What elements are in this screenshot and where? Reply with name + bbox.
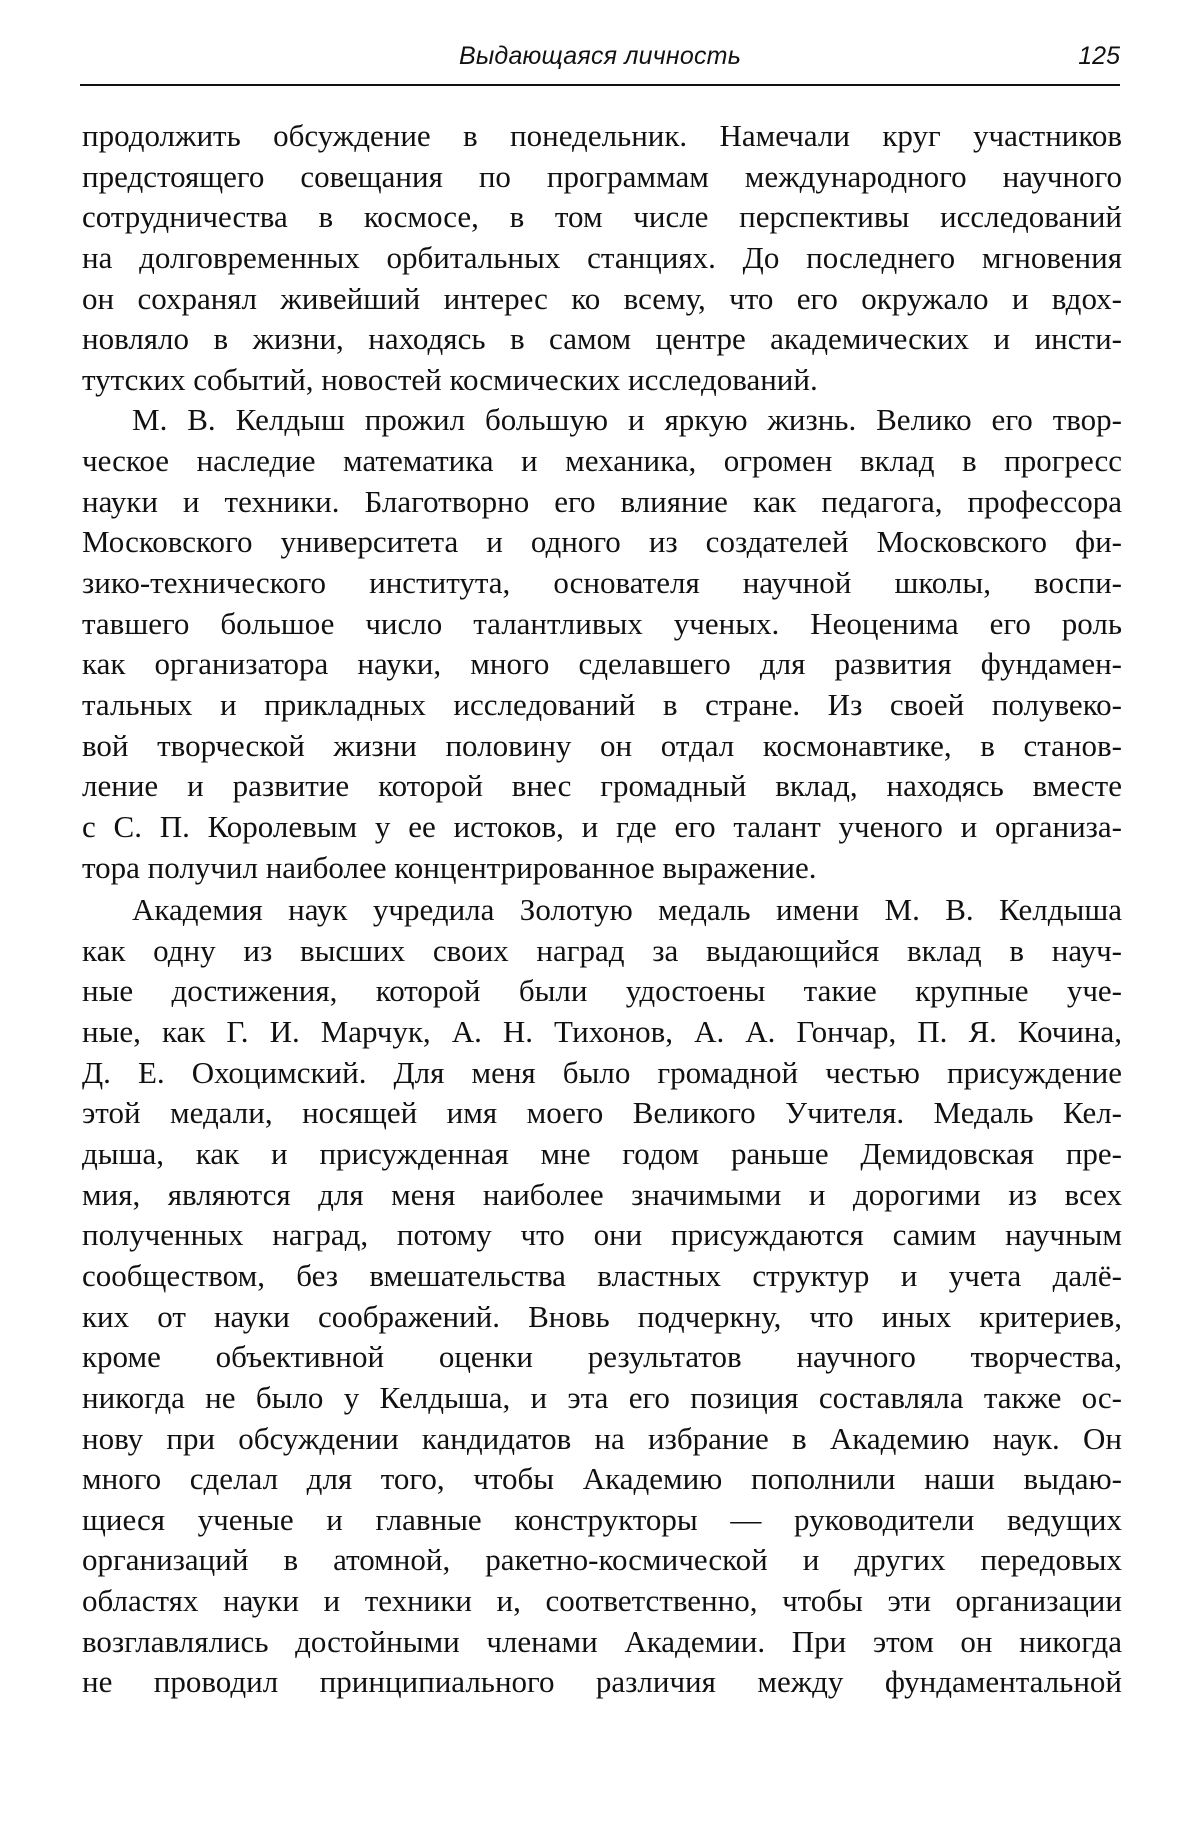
text-line: Д. Е. Охоцимский. Для меня было громадной честью присуждение [82,1054,1122,1090]
text-line: как организатора науки, много сделавшего для развития фундамен- [82,646,1122,682]
paragraph-3 [82,890,1122,1703]
text-line: организаций в атомной, ракетно-космической и других передовых [82,1542,1122,1578]
paragraph-1 [82,116,1122,400]
text-line: вой творческой жизни половину он отдал космонавтике, в станов- [82,727,1122,763]
text-line: тавшего большое число талантливых ученых. Неоценима его роль [82,605,1122,641]
text-line: этой медали, носящей имя моего Великого Учителя. Медаль Кел- [82,1095,1122,1131]
text-line: ческое наследие математика и механика, огромен вклад в прогресс [82,443,1122,479]
text-line: ление и развитие которой внес громадный вклад, находясь вместе [82,768,1122,804]
running-title: Выдающаяся личность [458,42,742,70]
text-line: никогда не было у Келдыша, и эта его позиция составляла также ос- [82,1379,1122,1415]
text-line: как одну из высших своих наград за выдающийся вклад в науч- [82,932,1122,968]
text-line: сотрудничества в космосе, в том числе перспективы исследований [82,199,1122,235]
text-line: Московского университета и одного из создателей Московского фи- [82,524,1122,560]
header-rule [80,84,1120,86]
text-line: сообществом, без вмешательства властных структур и учета далё- [82,1257,1122,1293]
text-line: Академия наук учредила Золотую медаль имени М. В. Келдыша [132,892,1122,928]
text-line: областях науки и техники и, соответственно, чтобы эти организации [82,1583,1122,1619]
page-number: 125 [1078,42,1120,70]
running-head [80,38,1120,84]
text-line: щиеся ученые и главные конструкторы — руководители ведущих [82,1501,1122,1537]
text-line: М. В. Келдыш прожил большую и яркую жизнь. Велико его твор- [132,402,1122,438]
text-line: на долговременных орбитальных станциях. До последнего мгновения [82,239,1122,275]
text-line: не проводил принципиального различия между фундаментальной [82,1664,1122,1700]
text-line: он сохранял живейший интерес ко всему, что его окружало и вдох- [82,280,1122,316]
text-line: продолжить обсуждение в понедельник. Намечали круг участников [82,118,1122,153]
text-line: полученных наград, потому что они присуждаются самим научным [82,1217,1122,1253]
body-text [82,116,1122,1703]
text-line: ких от науки соображений. Вновь подчеркну, что иных критериев, [82,1298,1122,1334]
text-line: предстоящего совещания по программам международного научного [82,158,1122,194]
text-line: ные достижения, которой были удостоены такие крупные уче- [82,973,1122,1009]
text-line: кроме объективной оценки результатов научного творчества, [82,1339,1122,1375]
text-line: нову при обсуждении кандидатов на избрание в Академию наук. Он [82,1420,1122,1456]
text-line: дыша, как и присужденная мне годом раньше Демидовская пре- [82,1136,1122,1172]
text-line: тутских событий, новостей космических исследований. [82,361,818,397]
text-line: тора получил наиболее концентрированное выражение. [82,849,817,885]
text-line: много сделал для того, чтобы Академию пополнили наши выдаю- [82,1461,1122,1497]
text-line: тальных и прикладных исследований в стране. Из своей полувеко- [82,686,1122,722]
text-line: с С. П. Королевым у ее истоков, и где его талант ученого и организа- [82,808,1122,844]
text-line: мия, являются для меня наиболее значимыми и дорогими из всех [82,1176,1122,1212]
text-line: зико-технического института, основателя научной школы, воспи- [82,565,1122,601]
text-line: ные, как Г. И. Марчук, А. Н. Тихонов, А. А. Гончар, П. Я. Кочина, [82,1014,1122,1050]
text-line: возглавлялись достойными членами Академии. При этом он никогда [82,1623,1122,1659]
text-line: новляло в жизни, находясь в самом центре академических и инсти- [82,321,1122,357]
text-line: науки и техники. Благотворно его влияние как педагога, профессора [82,483,1122,519]
paragraph-2 [82,400,1122,888]
